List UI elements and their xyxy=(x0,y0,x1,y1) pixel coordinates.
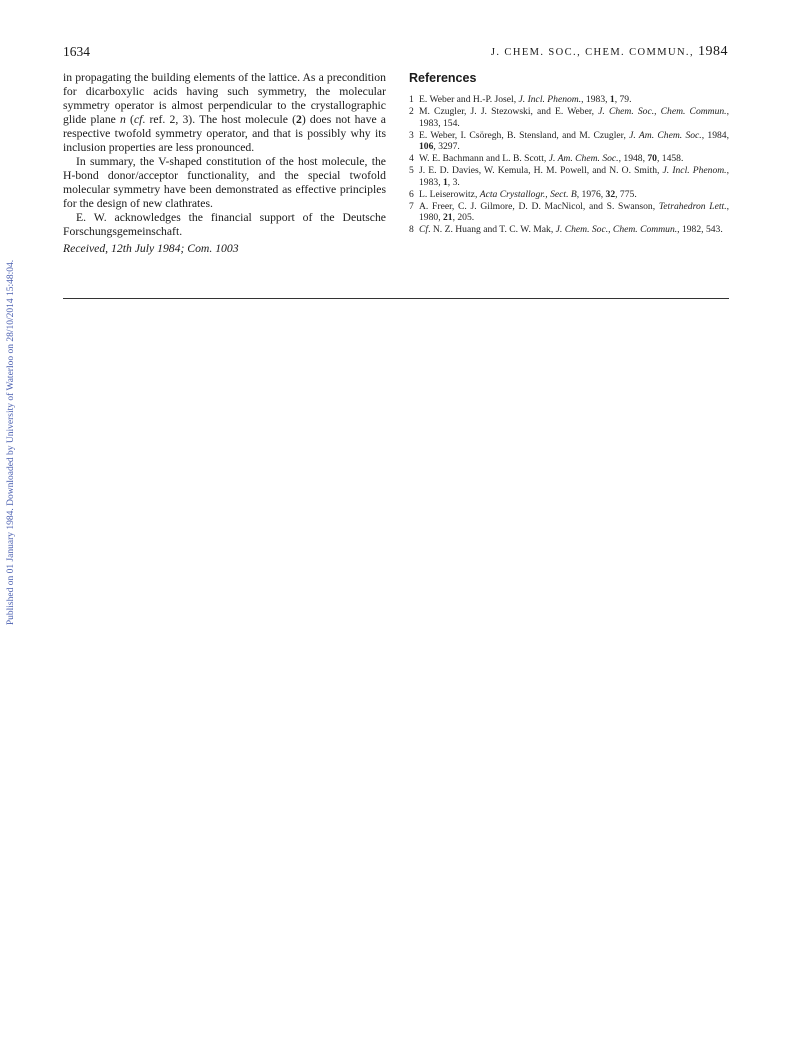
column-bottom-rule xyxy=(63,298,729,299)
reference-item xyxy=(409,153,729,165)
reference-text: A. Freer, C. J. Gilmore, D. D. MacNicol, and S. Swanson, Tetrahedron Lett., 1980, 21, 205. xyxy=(419,200,730,223)
reference-number: 2 xyxy=(409,106,414,117)
download-watermark-text: Published on 01 January 1984. Downloaded by University of Waterloo on 28/10/2014 15:48:04. xyxy=(6,259,16,626)
reference-number: 6 xyxy=(409,188,414,200)
reference-text: Cf. N. Z. Huang and T. C. W. Mak, J. Chem. Soc., Chem. Commun., 1982, 543. xyxy=(419,224,723,235)
reference-text: M. Czugler, J. J. Stezowski, and E. Weber, J. Chem. Soc., Chem. Commun., 1983, 154. xyxy=(419,106,729,129)
reference-text: E. Weber, I. Csöregh, B. Stensland, and M. Czugler, J. Am. Chem. Soc., 1984, 106, 3297. xyxy=(419,129,729,152)
reference-item xyxy=(409,106,729,129)
running-head xyxy=(400,44,728,60)
journal-title: J. CHEM. SOC., CHEM. COMMUN., xyxy=(490,47,698,58)
page-number: 1634 xyxy=(63,44,90,59)
references-section xyxy=(409,71,729,236)
reference-text: W. E. Bachmann and L. B. Scott, J. Am. Chem. Soc., 1948, 70, 1458. xyxy=(419,153,684,164)
reference-text: L. Leiserowitz, Acta Crystallogr., Sect. B, 1976, 32, 775. xyxy=(419,188,637,200)
reference-number: 4 xyxy=(409,153,414,164)
reference-number: 5 xyxy=(409,165,414,176)
received-line: Received, 12th July 1984; Com. 1003 xyxy=(63,242,239,255)
reference-number: 3 xyxy=(409,129,414,141)
reference-number: 8 xyxy=(409,224,414,235)
reference-item xyxy=(409,224,729,236)
reference-number: 1 xyxy=(409,94,414,105)
reference-item xyxy=(409,165,729,188)
reference-item xyxy=(409,201,729,224)
body-text-column xyxy=(63,71,386,256)
reference-number: 7 xyxy=(409,200,414,212)
download-watermark xyxy=(5,250,17,635)
reference-text: E. Weber and H.-P. Josel, J. Incl. Phenom., 1983, 1, 79. xyxy=(419,94,632,105)
reference-text: J. E. D. Davies, W. Kemula, H. M. Powell, and N. O. Smith, J. Incl. Phenom., 1983, 1, 3. xyxy=(419,165,729,188)
body-paragraph: In summary, the V-shaped constitution of the host molecule, the H-bond donor/acceptor functionality, and the special twofold molecular symmetry have been demonstrated as effective principles for the design of new clathrates. xyxy=(63,155,386,210)
body-paragraph: in propagating the building elements of the lattice. As a precondition for dicarboxylic acids having such symmetry, the molecular symmetry operator is almost perpendicular to the crystallographic glide plane n (cf. ref. 2, 3). The host molecule (2) does not have a respective twofold symmetry operator, and that is possibly why its inclusion properties are less pronounced. xyxy=(63,71,386,154)
journal-year: 1984 xyxy=(698,44,728,59)
acknowledgement: E. W. acknowledges the financial support of the Deutsche Forschungsgemeinschaft. xyxy=(63,211,386,238)
references-heading: References xyxy=(409,71,477,85)
reference-item xyxy=(409,189,729,201)
reference-list xyxy=(409,94,729,236)
reference-item xyxy=(409,130,729,153)
reference-item xyxy=(409,94,729,106)
